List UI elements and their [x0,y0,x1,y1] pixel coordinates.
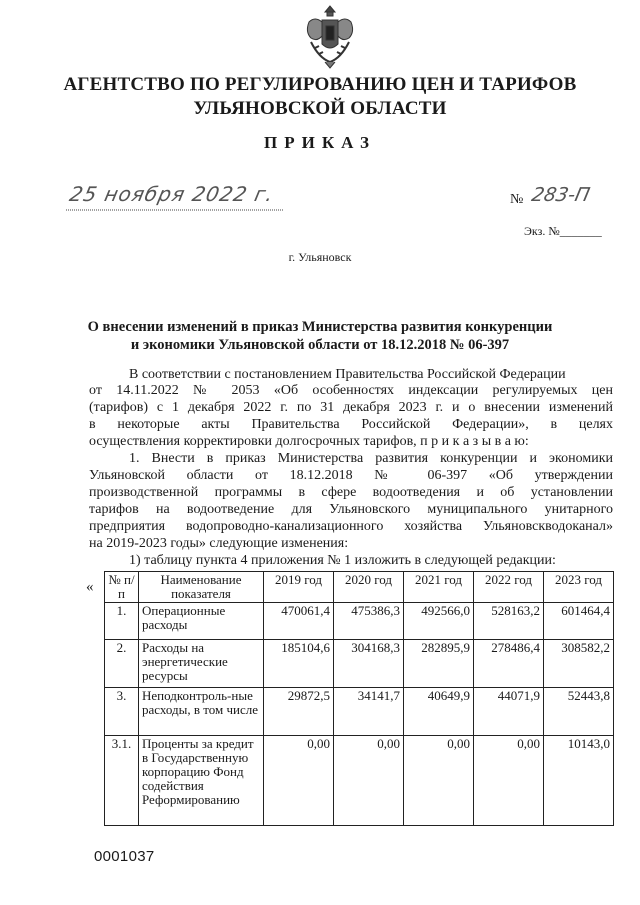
table-row [105,688,614,736]
cell-value: 0,00 [404,736,474,826]
body-line: 1) таблицу пункта 4 приложения № 1 изложить в следующей редакции: [129,553,556,568]
row-index: 1. [105,603,139,640]
body-line: (тарифов) с 1 декабря 2022 г. по 31 декабря 2023 г. и о внесении изменений [89,400,613,415]
cell-value: 528163,2 [474,603,544,640]
cell-value: 185104,6 [264,640,334,688]
table-row [105,603,614,640]
handwritten-date: 25 ноября 2022 г. [67,182,277,206]
table-header-row [105,572,614,603]
column-header: № п/п [105,572,139,603]
data-table [104,571,614,826]
row-index: 2. [105,640,139,688]
number-sign: № [510,192,524,207]
cell-value: 0,00 [264,736,334,826]
cell-value: 475386,3 [334,603,404,640]
column-header: 2020 год [334,572,404,603]
subject-line1: О внесении изменений в приказ Министерства развития конкуренции [87,319,553,335]
body-line: тарифов на водоотведение для Ульяновского муниципального унитарного [89,502,613,517]
subject-line2: и экономики Ульяновской области от 18.12.2018 № 06-397 [130,337,510,353]
body-line: В соответствии с постановлением Правительства Российской Федерации [129,367,566,382]
body-line: осуществления корректировки долгосрочных тарифов, п р и к а з ы в а ю: [89,434,529,449]
agency-title-line1: АГЕНТСТВО ПО РЕГУЛИРОВАНИЮ ЦЕН И ТАРИФОВ [63,74,577,95]
body-line: производственной программы в сфере водоотведения и об установлении [89,485,613,500]
table-row [105,736,614,826]
cell-value: 52443,8 [544,688,614,736]
row-name: Операционные расходы [139,603,264,640]
cell-value: 304168,3 [334,640,404,688]
cell-value: 0,00 [334,736,404,826]
order-number-field [510,186,610,212]
row-name: Неподконтроль-ные расходы, в том числе [139,688,264,736]
cell-value: 40649,9 [404,688,474,736]
cell-value: 492566,0 [404,603,474,640]
column-header: 2021 год [404,572,474,603]
body-line: предприятия водопроводно-канализационного хозяйства Ульяновскводоканал» [89,519,613,534]
table-row [105,640,614,688]
opening-quote-mark: « [86,579,94,595]
form-serial-number: 0001037 [94,848,155,865]
coat-of-arms-emblem [295,2,365,72]
body-line: от 14.11.2022 № 2053 «Об особенностях индексации регулируемых цен [89,383,613,398]
column-header: Наименование показателя [139,572,264,603]
date-field [66,182,286,212]
column-header: 2019 год [264,572,334,603]
body-line: Ульяновской области от 18.12.2018 № 06-397 «Об утверждении [89,468,613,483]
document-type-title: ПРИКАЗ [264,133,376,152]
column-header: 2023 год [544,572,614,603]
row-name: Проценты за кредит в Государственную корпорацию Фонд содействия Реформированию [139,736,264,826]
cell-value: 44071,9 [474,688,544,736]
cell-value: 470061,4 [264,603,334,640]
cell-value: 308582,2 [544,640,614,688]
body-line: в некоторые акты Правительства Российской Федерации», в целях [89,417,613,432]
cell-value: 278486,4 [474,640,544,688]
agency-title-line2: УЛЬЯНОВСКОЙ ОБЛАСТИ [193,98,447,119]
copy-number-label: Экз. №_______ [524,224,602,238]
row-index: 3.1. [105,736,139,826]
row-index: 3. [105,688,139,736]
cell-value: 34141,7 [334,688,404,736]
cell-value: 0,00 [474,736,544,826]
body-line: 1. Внести в приказ Министерства развития конкуренции и экономики [129,451,613,466]
city-label: г. Ульяновск [288,250,352,264]
cell-value: 282895,9 [404,640,474,688]
handwritten-order-number: 283-П [529,184,592,206]
cell-value: 29872,5 [264,688,334,736]
row-name: Расходы на энергетические ресурсы [139,640,264,688]
cell-value: 10143,0 [544,736,614,826]
cell-value: 601464,4 [544,603,614,640]
body-line: на 2019-2023 годы» следующие изменения: [89,536,349,551]
column-header: 2022 год [474,572,544,603]
